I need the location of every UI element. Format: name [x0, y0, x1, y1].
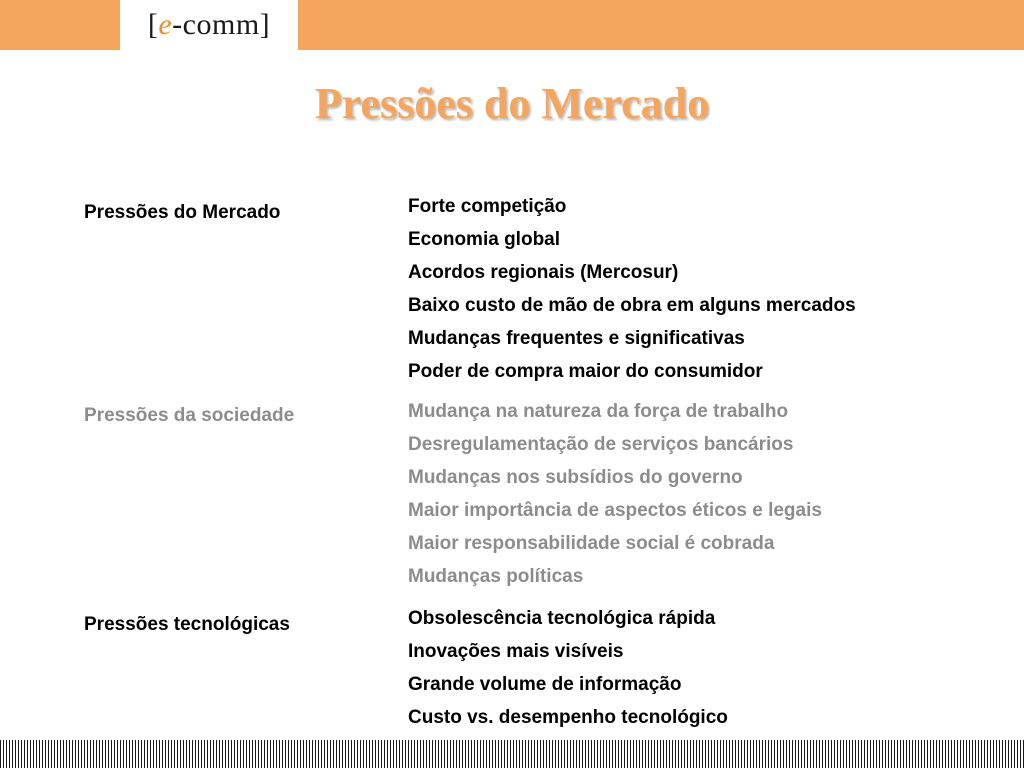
list-item: Mudanças nos subsídios do governo: [408, 467, 743, 488]
list-item: Mudança na natureza da força de trabalho: [408, 401, 789, 422]
list-item: Poder de compra maior do consumidor: [408, 361, 763, 382]
footer-barcode-decoration: [0, 740, 1024, 768]
header-bar-right: [298, 0, 1024, 50]
logo-text: -comm: [172, 8, 260, 41]
list-item: Acordos regionais (Mercosur): [408, 262, 679, 283]
list-item: Desregulamentação de serviços bancários: [408, 434, 794, 455]
list-item: Mudanças frequentes e significativas: [408, 328, 745, 349]
ecomm-logo: [120, 0, 298, 50]
header-bar-left: [0, 0, 120, 50]
list-item: Inovações mais visíveis: [408, 641, 624, 662]
pressure-list: [408, 401, 822, 599]
list-item: Economia global: [408, 229, 561, 250]
list-item: Maior importância de aspectos éticos e legais: [408, 500, 822, 521]
pressure-list: [408, 608, 728, 740]
list-item: Maior responsabilidade social é cobrada: [408, 533, 775, 554]
list-item: Mudanças políticas: [408, 566, 584, 587]
list-item: Obsolescência tecnológica rápida: [408, 608, 716, 629]
category-label: Pressões da sociedade: [84, 405, 295, 426]
list-item: Baixo custo de mão de obra em alguns mercados: [408, 295, 856, 316]
slide-title: Pressões do Mercado: [314, 79, 710, 128]
list-item: Custo vs. desempenho tecnológico: [408, 707, 728, 728]
logo-letter-e: e: [158, 8, 173, 41]
category-label: Pressões do Mercado: [84, 202, 281, 223]
pressure-list: [408, 196, 856, 394]
list-item: Forte competição: [408, 196, 567, 217]
list-item: Grande volume de informação: [408, 674, 682, 695]
logo-bracket-close: ]: [259, 8, 271, 41]
logo-bracket-open: [: [147, 8, 159, 41]
category-label: Pressões tecnológicas: [84, 614, 290, 635]
